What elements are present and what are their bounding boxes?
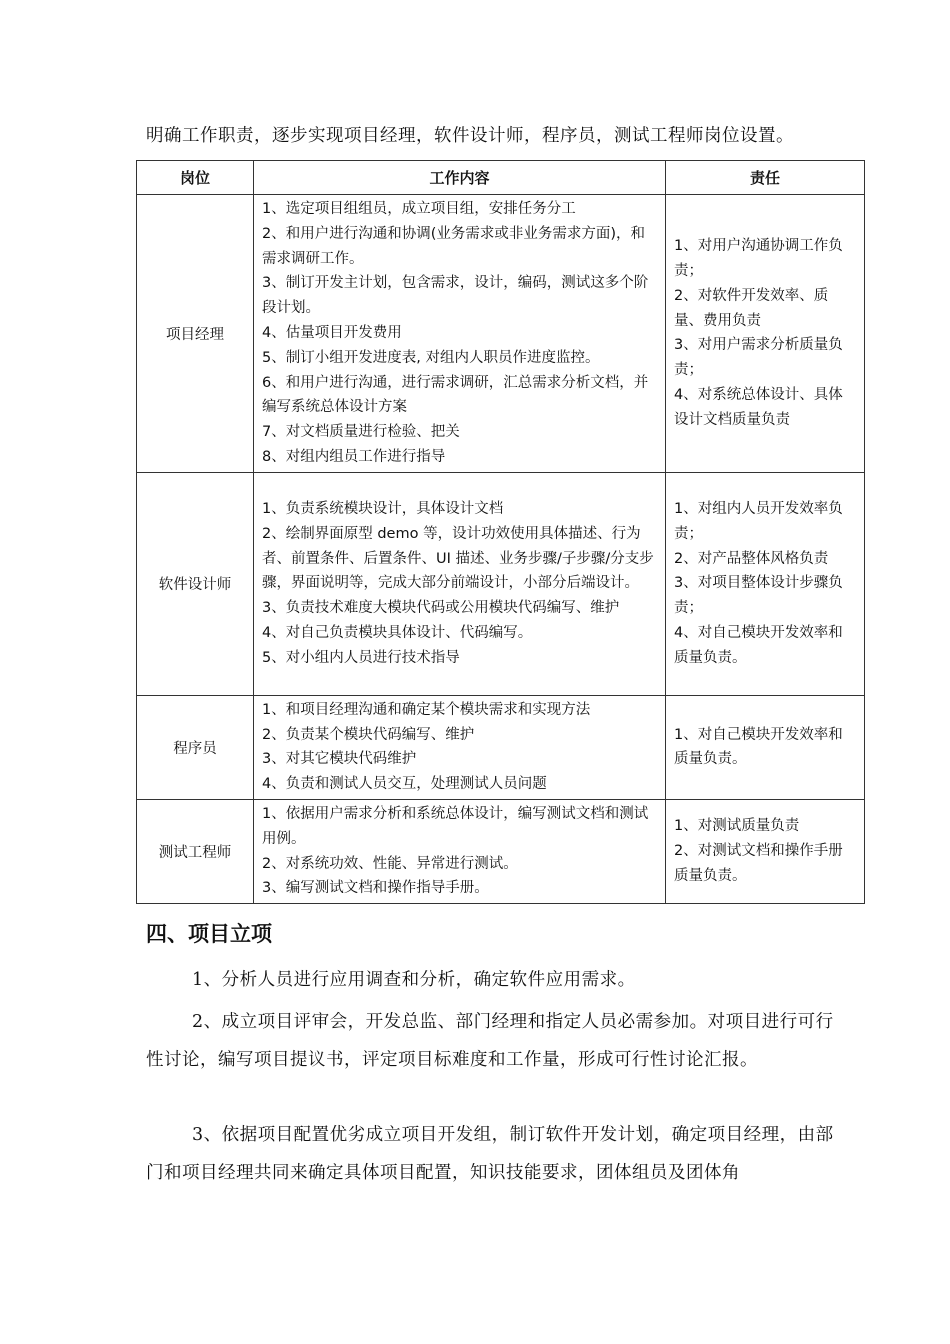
responsibility-item: 2、对测试文档和操作手册质量负责。	[674, 843, 843, 884]
work-item: 4、负责和测试人员交互，处理测试人员问题	[262, 776, 547, 793]
work-item: 2、负责某个模块代码编写、维护	[262, 726, 475, 743]
work-cell	[254, 195, 666, 473]
responsibility-item: 2、对软件开发效率、质量、费用负责	[674, 287, 829, 329]
role-cell: 测试工程师	[137, 799, 254, 903]
work-item: 4、对自己负责模块具体设计、代码编写。	[262, 624, 533, 641]
work-cell	[254, 695, 666, 799]
responsibility-item: 1、对测试质量负责	[674, 818, 800, 835]
responsibility-item: 3、对用户需求分析质量负责；	[674, 337, 843, 379]
responsibility-item: 1、对组内人员开发效率负责；	[674, 500, 843, 542]
work-item: 5、对小组内人员进行技术指导	[262, 649, 460, 666]
work-item: 4、估量项目开发费用	[262, 324, 402, 341]
paragraph: 2、成立项目评审会，开发总监、部门经理和指定人员必需参加。对项目进行可行性讨论，编写项目提议书，评定项目标难度和工作量，形成可行性讨论汇报。	[146, 1012, 834, 1070]
work-item: 2、绘制界面原型 demo 等，设计功效使用具体描述、行为者、前置条件、后置条件、UI 描述、业务步骤/子步骤/分支步骤，界面说明等，完成大部分前端设计，小部分后端设计。	[262, 525, 654, 592]
role-responsibility-table	[136, 160, 865, 904]
responsibility-item: 1、对用户沟通协调工作负责；	[674, 238, 843, 279]
work-item: 3、负责技术难度大模块代码或公用模块代码编写、维护	[262, 600, 620, 617]
responsibility-item: 4、对系统总体设计、具体设计文档质量负责	[674, 386, 843, 428]
work-cell	[254, 472, 666, 695]
responsibility-cell	[666, 695, 865, 799]
work-item: 8、对组内组员工作进行指导	[262, 448, 446, 465]
table-row	[137, 799, 865, 903]
header-responsibility: 责任	[666, 161, 865, 195]
work-item: 1、负责系统模块设计，具体设计文档	[262, 500, 504, 517]
work-item: 1、和项目经理沟通和确定某个模块需求和实现方法	[262, 701, 591, 718]
work-item: 1、选定项目组组员，成立项目组，安排任务分工	[262, 201, 576, 217]
work-item: 6、和用户进行沟通，进行需求调研，汇总需求分析文档，并编写系统总体设计方案	[262, 374, 649, 416]
role-cell: 程序员	[137, 695, 254, 799]
responsibility-cell	[666, 195, 865, 473]
table-row	[137, 472, 865, 695]
work-cell	[254, 799, 666, 903]
paragraph: 1、分析人员进行应用调查和分析，确定软件应用需求。	[192, 970, 636, 990]
responsibility-cell	[666, 799, 865, 903]
work-item: 2、和用户进行沟通和协调(业务需求或非业务需求方面)，和需求调研工作。	[262, 225, 646, 267]
paragraph: 3、依据项目配置优劣成立项目开发组，制订软件开发计划，确定项目经理，由部门和项目经理共同来确定具体项目配置，知识技能要求，团体组员及团体角	[146, 1125, 834, 1183]
work-item: 7、对文档质量进行检验、把关	[262, 424, 460, 441]
table-row	[137, 195, 865, 473]
role-cell: 软件设计师	[137, 472, 254, 695]
work-item: 3、制订开发主计划，包含需求，设计，编码，测试这多个阶段计划。	[262, 275, 649, 317]
header-work: 工作内容	[254, 161, 666, 195]
section-heading: 四、项目立项	[146, 922, 272, 946]
responsibility-item: 4、对自己模块开发效率和质量负责。	[674, 624, 843, 666]
work-item: 2、对系统功效、性能、异常进行测试。	[262, 855, 518, 872]
work-item: 5、制订小组开发进度表, 对组内人职员作进度监控。	[262, 349, 600, 366]
header-role: 岗位	[137, 161, 254, 195]
responsibility-item: 1、对自己模块开发效率和质量负责。	[674, 726, 843, 768]
table-row	[137, 695, 865, 799]
work-item: 3、对其它模块代码维护	[262, 751, 417, 768]
responsibility-cell	[666, 472, 865, 695]
intro-text: 明确工作职责，逐步实现项目经理，软件设计师，程序员，测试工程师岗位设置。	[146, 126, 794, 146]
responsibility-item: 3、对项目整体设计步骤负责；	[674, 575, 843, 617]
work-item: 1、依据用户需求分析和系统总体设计，编写测试文档和测试用例。	[262, 805, 649, 847]
work-item: 3、编写测试文档和操作指导手册。	[262, 880, 489, 897]
table-header-row	[137, 161, 865, 195]
role-cell: 项目经理	[137, 195, 254, 473]
responsibility-item: 2、对产品整体风格负责	[674, 550, 829, 567]
